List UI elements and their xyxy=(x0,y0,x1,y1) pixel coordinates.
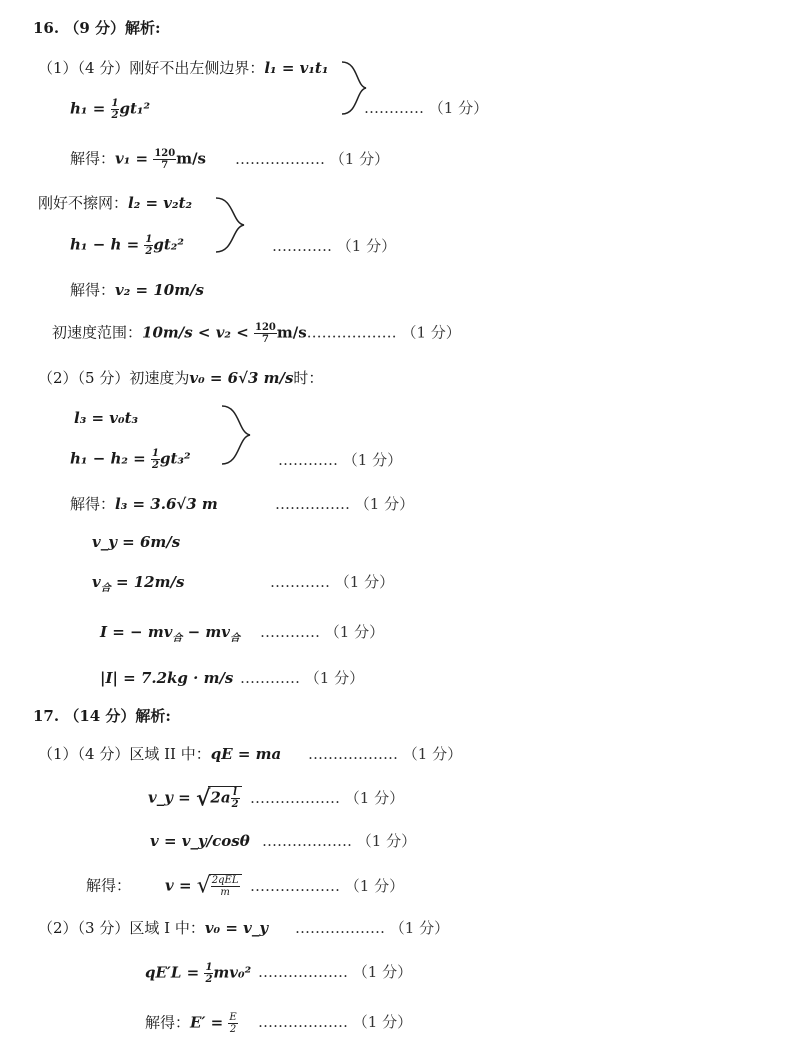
impulse-b: − mv xyxy=(182,623,231,641)
solution-label: 解得： xyxy=(145,1013,191,1032)
solution-label: 解得： xyxy=(70,281,116,299)
q17-p2-score1: ……………… （1 分） xyxy=(295,919,450,937)
q16-p1-eq2 xyxy=(70,98,150,121)
frac-num: 1 xyxy=(111,98,119,109)
frac-den: 2 xyxy=(229,1024,237,1035)
vhe-v: v xyxy=(92,573,101,591)
q16-p1-solution2 xyxy=(70,280,204,300)
q17-p1-score3: ……………… （1 分） xyxy=(262,832,417,850)
q16-p2-score5: ………… （1 分） xyxy=(240,669,365,687)
q17-p1-solution xyxy=(86,874,242,898)
q16-p1-sol-left: v₁ = xyxy=(115,149,154,168)
range-eq: 10m/s < v₂ < xyxy=(142,323,254,342)
q16-p1-score4: ……………… （1 分） xyxy=(306,323,461,342)
frac-num: 120 xyxy=(255,322,276,333)
fraction-E-2 xyxy=(228,1012,237,1035)
q16-p2-sol-eq: l₃ = 3.6√3 m xyxy=(115,495,218,513)
q17-p2-eq2 xyxy=(145,962,251,985)
q16-p1-score1: ………… （1 分） xyxy=(364,99,489,117)
range-label: 初速度范围： xyxy=(52,323,143,342)
q16-p2-absI: |I| = 7.2kg · m/s xyxy=(100,669,234,687)
vhe-right: = 12m/s xyxy=(110,573,185,591)
q17-p1-vy xyxy=(148,786,242,810)
q17-p2-eq2-right: mv₀² xyxy=(213,963,252,982)
q16-p2-eq2-right: gt₃² xyxy=(159,449,191,468)
frac-den: 2 xyxy=(231,799,239,810)
q16-net-head-text: 刚好不擦网： xyxy=(38,194,129,212)
frac-den: 2 xyxy=(151,460,159,471)
q16-p1-eq1: l₁ = v₁t₁ xyxy=(264,59,329,77)
q16-p1-eq2-left: h₁ = xyxy=(70,99,111,118)
solution-label: 解得： xyxy=(86,876,132,895)
radicand xyxy=(208,786,241,810)
sqrt-icon: √ xyxy=(195,785,211,812)
q17-p2-head xyxy=(38,918,268,938)
frac-den: 7 xyxy=(161,160,169,171)
frac-den: 7 xyxy=(261,334,269,345)
q16-p2-vy: v_y = 6m/s xyxy=(92,533,181,551)
q17-p2-solution xyxy=(145,1012,238,1035)
impulse-a: I = − mv xyxy=(100,623,173,641)
solution-label: 解得： xyxy=(70,149,116,168)
q17-p2-eq2-left: qE′L = xyxy=(145,963,205,982)
fraction-l-2 xyxy=(231,787,240,810)
q16-p2-eq2 xyxy=(70,448,191,471)
q17-p1-score1: ……………… （1 分） xyxy=(308,745,463,763)
frac-num: 1 xyxy=(145,234,153,245)
vy-left: v_y = xyxy=(148,788,196,807)
solution-label: 解得： xyxy=(70,495,116,513)
frac-den: m xyxy=(220,887,230,898)
q16-range xyxy=(52,322,461,345)
q16-p1-score2: ……………… （1 分） xyxy=(235,150,390,168)
q16-p1-solution xyxy=(70,148,206,171)
q16-p2-score3: ………… （1 分） xyxy=(270,573,395,591)
q16-p1-head xyxy=(38,58,328,78)
fraction-2qEL-m xyxy=(211,875,240,898)
q17-p2-eq1: v₀ = v_y xyxy=(204,919,269,937)
q17-p1-v: v = v_y/cosθ xyxy=(150,832,250,850)
q16-p2-solution xyxy=(70,494,218,514)
frac-num: 1 xyxy=(205,962,213,973)
q16-p2-score1: ………… （1 分） xyxy=(278,451,403,469)
q16-p2-score2: …………… （1 分） xyxy=(275,495,415,513)
frac-den: 2 xyxy=(145,246,153,257)
q17-p2-score2: ……………… （1 分） xyxy=(258,963,413,981)
q17-p1-score4: ……………… （1 分） xyxy=(250,877,405,895)
q16-net-eq1: l₂ = v₂t₂ xyxy=(128,194,193,212)
frac-num: E xyxy=(229,1012,237,1023)
fraction-120-7 xyxy=(153,148,176,171)
q16-p2-vhe xyxy=(92,572,184,599)
right-brace-icon xyxy=(214,196,248,254)
radicand xyxy=(209,874,242,898)
q17-p1-eq1: qE = ma xyxy=(210,745,282,763)
q17-sol-left: v = xyxy=(165,876,197,895)
q16-p1-score3: ………… （1 分） xyxy=(272,237,397,255)
q17-p2-head-text: （2）（3 分）区域 I 中： xyxy=(38,919,205,937)
q16-p2-eq2-left: h₁ − h₂ = xyxy=(70,449,151,468)
q16-header: 16. （9 分）解析: xyxy=(33,19,161,37)
q16-p2-eq1: l₃ = v₀t₃ xyxy=(74,409,139,427)
frac-num: 2qEL xyxy=(211,875,239,886)
unit: m/s xyxy=(176,149,206,168)
q16-p2-head xyxy=(38,368,323,388)
q16-net-eq2 xyxy=(70,234,184,257)
q16-p2-impulse xyxy=(100,622,240,649)
right-brace-icon xyxy=(220,404,254,466)
q17-p1-score2: ……………… （1 分） xyxy=(250,789,405,807)
q17-p1-head-text: （1）（4 分）区域 II 中： xyxy=(38,745,211,763)
q16-p1-eq2-right: gt₁² xyxy=(119,99,151,118)
impulse-sub1: 合 xyxy=(172,633,183,644)
frac-den: 2 xyxy=(205,974,213,985)
fraction-120-7 xyxy=(254,322,277,345)
q16-net-eq2-left: h₁ − h = xyxy=(70,235,145,254)
unit: m/s xyxy=(276,323,307,342)
sqrt-icon: √ xyxy=(196,873,211,899)
q16-net-head xyxy=(38,193,192,213)
impulse-sub2: 合 xyxy=(230,633,241,644)
q17-header: 17. （14 分）解析: xyxy=(33,707,171,725)
q17-p2-score3: ……………… （1 分） xyxy=(258,1013,413,1031)
q16-p2-score4: ………… （1 分） xyxy=(260,623,385,641)
q16-net-eq2-right: gt₂² xyxy=(153,235,184,254)
q16-p1-sol2-eq: v₂ = 10m/s xyxy=(115,281,204,299)
q16-p2-head-eq: v₀ = 6√3 m/s xyxy=(189,369,294,387)
frac-num: l xyxy=(231,787,240,799)
radicand-a: 2a xyxy=(210,788,231,807)
half-fraction xyxy=(151,448,160,471)
q16-p2-head-text: （2）（5 分）初速度为 xyxy=(38,369,190,387)
q17-p2-sol-left: E′ = xyxy=(190,1013,229,1032)
frac-num: 120 xyxy=(154,148,176,159)
q16-p1-head-text: （1）（4 分）刚好不出左侧边界： xyxy=(38,59,265,77)
q16-p2-head-tail: 时： xyxy=(293,369,324,387)
frac-num: 1 xyxy=(151,448,159,459)
q17-p1-head xyxy=(38,744,281,764)
frac-den: 2 xyxy=(111,110,119,121)
vhe-sub: 合 xyxy=(100,583,111,594)
